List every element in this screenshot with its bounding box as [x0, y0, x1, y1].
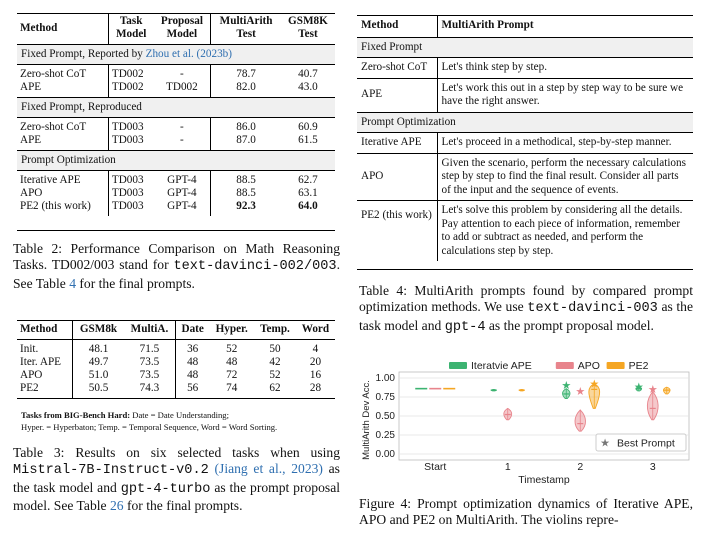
- cell: Iterative APE: [20, 174, 81, 186]
- cell: 73.5: [139, 369, 160, 381]
- cell: 73.5: [139, 356, 160, 368]
- t2-section-prompt-opt: Prompt Optimization: [17, 151, 335, 171]
- cell: TD003: [108, 187, 153, 200]
- t2-header-task-model: Task Model: [108, 13, 153, 45]
- cell: TD003: [108, 200, 153, 216]
- cell: Zero-shot CoT: [20, 68, 87, 80]
- t4-section-fixed: Fixed Prompt: [357, 37, 693, 58]
- t2-citation-link[interactable]: Zhou et al. (2023b): [145, 48, 232, 60]
- cell: TD003: [108, 118, 153, 135]
- cell: 88.5: [211, 171, 281, 188]
- cell: 52: [269, 369, 281, 381]
- cell: Init.: [20, 343, 39, 355]
- table-2-caption: Table 2: Performance Comparison on Math Reasoning Tasks. TD002/003 stand for text-davinci-002/003. See Table 4 for the final prompts.: [13, 241, 340, 291]
- cell: TD003: [108, 171, 153, 188]
- table-row: [17, 356, 335, 369]
- table-4: [357, 15, 693, 261]
- table-row: [17, 171, 335, 188]
- table-2: [17, 13, 335, 216]
- cell: Let's proceed in a methodical, step-by-step manner.: [437, 133, 693, 154]
- legend-swatch: [449, 362, 467, 369]
- table-row: [17, 81, 335, 98]
- cell: 42: [269, 356, 281, 368]
- table-row: [357, 153, 693, 201]
- cell: TD002: [108, 81, 153, 98]
- cell: Let's solve this problem by considering all the details. Pay attention to each piece of information, remember to add or subtract as needed, and perform the calculations step by step.: [437, 201, 693, 262]
- cell: 56: [176, 382, 210, 399]
- cell: 61.5: [298, 134, 318, 146]
- cell: APO: [357, 153, 437, 201]
- cell: 48: [176, 369, 210, 382]
- cell: APO: [20, 369, 43, 381]
- cell: Iterative APE: [357, 133, 437, 154]
- t4-header: MultiArith Prompt: [437, 15, 693, 37]
- t2-header-gsm8k: GSM8K Test: [288, 15, 328, 40]
- cell: 50: [269, 343, 281, 355]
- cell: 51.0: [73, 369, 124, 382]
- table-ref-link[interactable]: 26: [109, 498, 124, 514]
- cell: 50.5: [73, 382, 124, 399]
- t4-section-prompt-opt: Prompt Optimization: [357, 112, 693, 133]
- table-ref-link[interactable]: 4: [69, 275, 76, 291]
- t3-header: MultiA.: [124, 320, 176, 340]
- table-row: [17, 340, 335, 357]
- figure-4-caption: Figure 4: Prompt optimization dynamics of Iterative APE, APO and PE2 on MultiArith. The violins repre-: [359, 496, 693, 528]
- table-3-caption: Table 3: Results on six selected tasks when using Mistral-7B-Instruct-v0.2 (Jiang et al., 2023) as the task model and gpt-4-turbo as the prompt proposal model. See Table 26 for the final prompts.: [13, 445, 340, 514]
- annotation-label: Best Prompt: [617, 437, 675, 450]
- cell: 62.7: [298, 174, 318, 186]
- cell: 40.7: [298, 68, 318, 80]
- t2-header-proposal-model: Proposal Model: [160, 15, 203, 40]
- cell: 4: [312, 343, 319, 355]
- citation-link[interactable]: (Jiang et al., 2023): [214, 461, 323, 477]
- cell: Iter. APE: [20, 356, 62, 368]
- legend-swatch: [607, 362, 625, 369]
- cell: Zero-shot CoT: [20, 121, 87, 133]
- cell: 87.0: [211, 134, 281, 151]
- t3-header: Date: [176, 320, 210, 340]
- cell: -: [180, 134, 184, 146]
- y-tick-label: 0.00: [375, 449, 395, 460]
- cell: 74: [209, 382, 254, 399]
- x-tick-label: 2: [577, 461, 584, 473]
- cell: Given the scenario, perform the necessary calculations step by step to find the final result. Consider all parts of the input and the sequence of events.: [437, 153, 693, 201]
- cell: 82.0: [211, 81, 281, 98]
- table-row: [357, 58, 693, 79]
- cell: 92.3: [211, 200, 281, 216]
- cell: 48: [176, 356, 210, 369]
- cell: 28: [296, 382, 335, 399]
- cell: 48.1: [73, 340, 124, 357]
- t2-section-fixed-reproduced: Fixed Prompt, Reproduced: [17, 98, 335, 118]
- cell: 88.5: [211, 187, 281, 200]
- best-prompt-star: ★: [575, 385, 586, 399]
- table-3: [17, 320, 335, 399]
- x-tick-label: 1: [504, 461, 511, 473]
- table-row: [357, 133, 693, 154]
- x-tick-label: Start: [424, 461, 447, 473]
- cell: APO: [20, 187, 43, 199]
- cell: PE2: [17, 382, 73, 399]
- cell: 43.0: [298, 81, 318, 93]
- cell: 60.9: [298, 121, 318, 133]
- cell: TD003: [108, 134, 153, 151]
- cell: PE2 (this work): [20, 200, 91, 212]
- star-icon: ★: [600, 436, 610, 450]
- cell: TD002: [166, 81, 198, 93]
- cell: 72: [226, 369, 238, 381]
- cell: 86.0: [211, 118, 281, 135]
- table-row: [17, 200, 335, 216]
- table-row: [17, 382, 335, 399]
- x-axis-label: Timestamp: [518, 474, 570, 486]
- t3-header: Temp.: [254, 320, 296, 340]
- cell: APE: [361, 88, 383, 101]
- t3-header: Method: [17, 320, 73, 340]
- cell: 64.0: [298, 200, 318, 212]
- cell: GPT-4: [167, 187, 197, 199]
- cell: 16: [309, 369, 322, 381]
- table-row: [357, 78, 693, 112]
- t3-header: Hyper.: [209, 320, 254, 340]
- cell: APE: [20, 134, 42, 146]
- cell: -: [180, 68, 184, 80]
- y-axis-label: MultiArith Dev Acc.: [361, 380, 372, 460]
- t2-section-fixed-reported: Fixed Prompt, Reported by Zhou et al. (2023b): [17, 45, 335, 65]
- t3-header: GSM8k: [73, 320, 124, 340]
- y-tick-label: 0.75: [375, 392, 395, 403]
- t2-header-multiarith: MultiArith Test: [211, 13, 281, 45]
- table-3-note: Tasks from BIG-Bench Hard: Date = Date Understanding; Hyper. = Hyperbaton; Temp. = Temporal Sequence, Word = Word Sorting.: [21, 410, 278, 432]
- table-row: [357, 201, 693, 262]
- cell: 71.5: [139, 343, 160, 355]
- table-row: [17, 65, 335, 82]
- cell: GPT-4: [167, 200, 197, 212]
- cell: Let's work this out in a step by step way to be sure we have the right answer.: [437, 78, 693, 112]
- cell: 74.3: [124, 382, 176, 399]
- figure-4-chart: [355, 352, 697, 490]
- cell: Zero-shot CoT: [357, 58, 437, 79]
- cell: 20: [309, 356, 322, 368]
- y-tick-label: 1.00: [375, 373, 395, 384]
- y-tick-label: 0.50: [375, 411, 395, 422]
- cell: GPT-4: [167, 174, 197, 186]
- table-row: [17, 369, 335, 382]
- cell: 63.1: [298, 187, 318, 199]
- t2-header-method: Method: [20, 21, 58, 34]
- cell: 36: [176, 340, 210, 357]
- legend-label: APO: [577, 360, 600, 372]
- best-prompt-star: ★: [647, 382, 658, 396]
- cell: Let's think step by step.: [437, 58, 693, 79]
- t4-header: Method: [361, 19, 399, 31]
- y-tick-label: 0.25: [375, 430, 395, 441]
- cell: 48: [226, 356, 238, 368]
- table-row: [17, 187, 335, 200]
- cell: APE: [20, 81, 42, 93]
- cell: 49.7: [73, 356, 124, 369]
- cell: -: [180, 121, 184, 133]
- best-prompt-star: ★: [633, 380, 644, 394]
- table-row: [17, 118, 335, 135]
- cell: PE2 (this work): [361, 209, 432, 221]
- legend-label: Iteratvie APE: [471, 360, 532, 372]
- t3-header: Word: [296, 320, 335, 340]
- best-prompt-star: ★: [589, 377, 600, 391]
- table-4-caption: Table 4: MultiArith prompts found by compared prompt optimization methods. We use text-davinci-003 as the task model and gpt-4 as the prompt proposal model.: [359, 283, 693, 335]
- cell: TD002: [108, 65, 153, 82]
- best-prompt-star: ★: [561, 379, 572, 393]
- x-tick-label: 3: [649, 461, 656, 473]
- legend-label: PE2: [628, 360, 649, 372]
- cell: 78.7: [211, 65, 281, 82]
- table-row: [17, 134, 335, 151]
- cell: 62: [254, 382, 296, 399]
- legend-swatch: [556, 362, 574, 369]
- cell: 52: [226, 343, 238, 355]
